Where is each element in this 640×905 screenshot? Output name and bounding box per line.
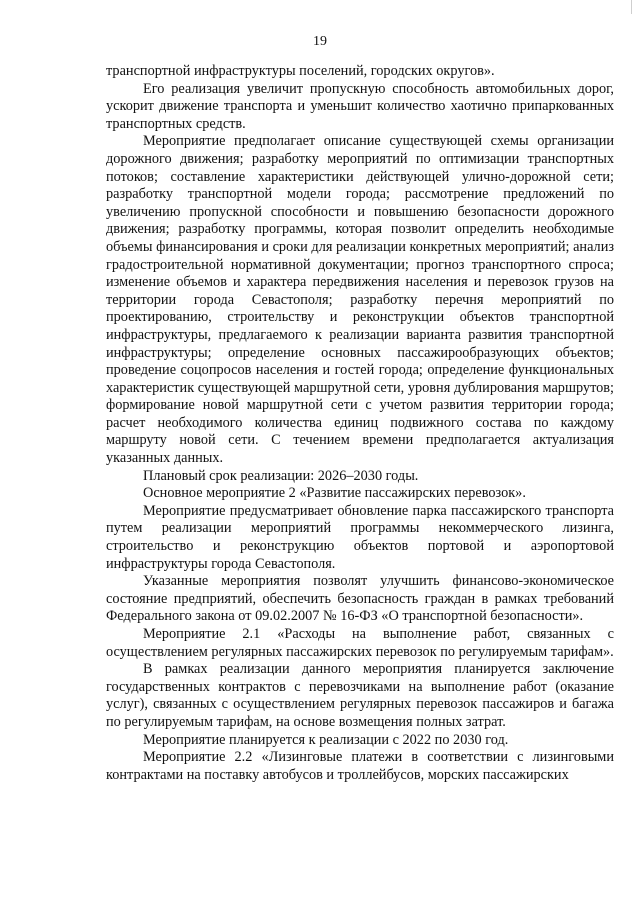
paragraph-continuation: транспортной инфраструктуры поселений, городских округов». (106, 63, 495, 79)
body-text (106, 63, 614, 784)
paragraph: Плановый срок реализации: 2026–2030 годы. (143, 467, 419, 484)
paragraph: Мероприятие 2.1 «Расходы на выполнение работ, связанных с осуществлением регулярных пассажирских перевозок по регулируемым тарифам». (106, 626, 614, 660)
paragraph: Указанные мероприятия позволят улучшить финансово-экономическое состояние предприятий, обеспечить безопасность граждан в рамках требований Федерального закона от 09.02.2007 № 16-ФЗ «О транспортной безопасности». (106, 573, 614, 625)
paragraph: Его реализация увеличит пропускную способность автомобильных дорог, ускорит движение транспорта и уменьшит количество хаотично припаркованных транспортных средств. (106, 80, 614, 132)
paragraph: Мероприятие предполагает описание существующей схемы организации дорожного движения; разработку мероприятий по оптимизации транспортных потоков; составление характеристики действующей улично-дорожной сети; разработку транспортной модели города; рассмотрение предложений по увеличению пропускной способности и повышению безопасности дорожного движения; разработку программы, которая позволит определить необходимые объемы финансирования и сроки для реализации конкретных мероприятий; анализ градостроительной нормативной документации; прогноз транспортного спроса; изменение объемов и характера передвижения населения и перевозок грузов на территории города Севастополя; разработку перечня мероприятий по проектированию, строительству и реконструкции объектов транспортной инфраструктуры, предлагаемого к реализации варианта развития транспортной инфраструктуры; определение основных пассажирообразующих объектов; проведение соцопросов населения и гостей города; определение функциональных характеристик существующей маршрутной сети, уровня дублирования маршрутов; формирование новой маршрутной сети с учетом развития территории города; расчет необходимого количества единиц подвижного состава по каждому маршруту новой сети. С течением времени предполагается актуализация указанных данных. (106, 133, 614, 467)
paragraph: Мероприятие планируется к реализации с 2022 по 2030 год. (143, 731, 509, 748)
paragraph: В рамках реализации данного мероприятия планируется заключение государственных контрактов с перевозчиками на выполнение работ (оказание услуг), связанных с осуществлением регулярных перевозок пассажиров и багажа по регулируемым тарифам, на основе возмещения полных затрат. (106, 661, 614, 730)
page-edge-mark (631, 0, 640, 14)
paragraph: Мероприятие 2.2 «Лизинговые платежи в соответствии с лизинговыми контрактами на поставку автобусов и троллейбусов, морских пассажирских (106, 749, 614, 783)
paragraph: Мероприятие предусматривает обновление парка пассажирского транспорта путем реализации мероприятий программы некоммерческого лизинга, строительство и реконструкцию объектов портовой и аэропортовой инфраструктуры города Севастополя. (106, 502, 614, 572)
paragraph: Основное мероприятие 2 «Развитие пассажирских перевозок». (143, 485, 526, 502)
page-number: 19 (313, 34, 327, 49)
